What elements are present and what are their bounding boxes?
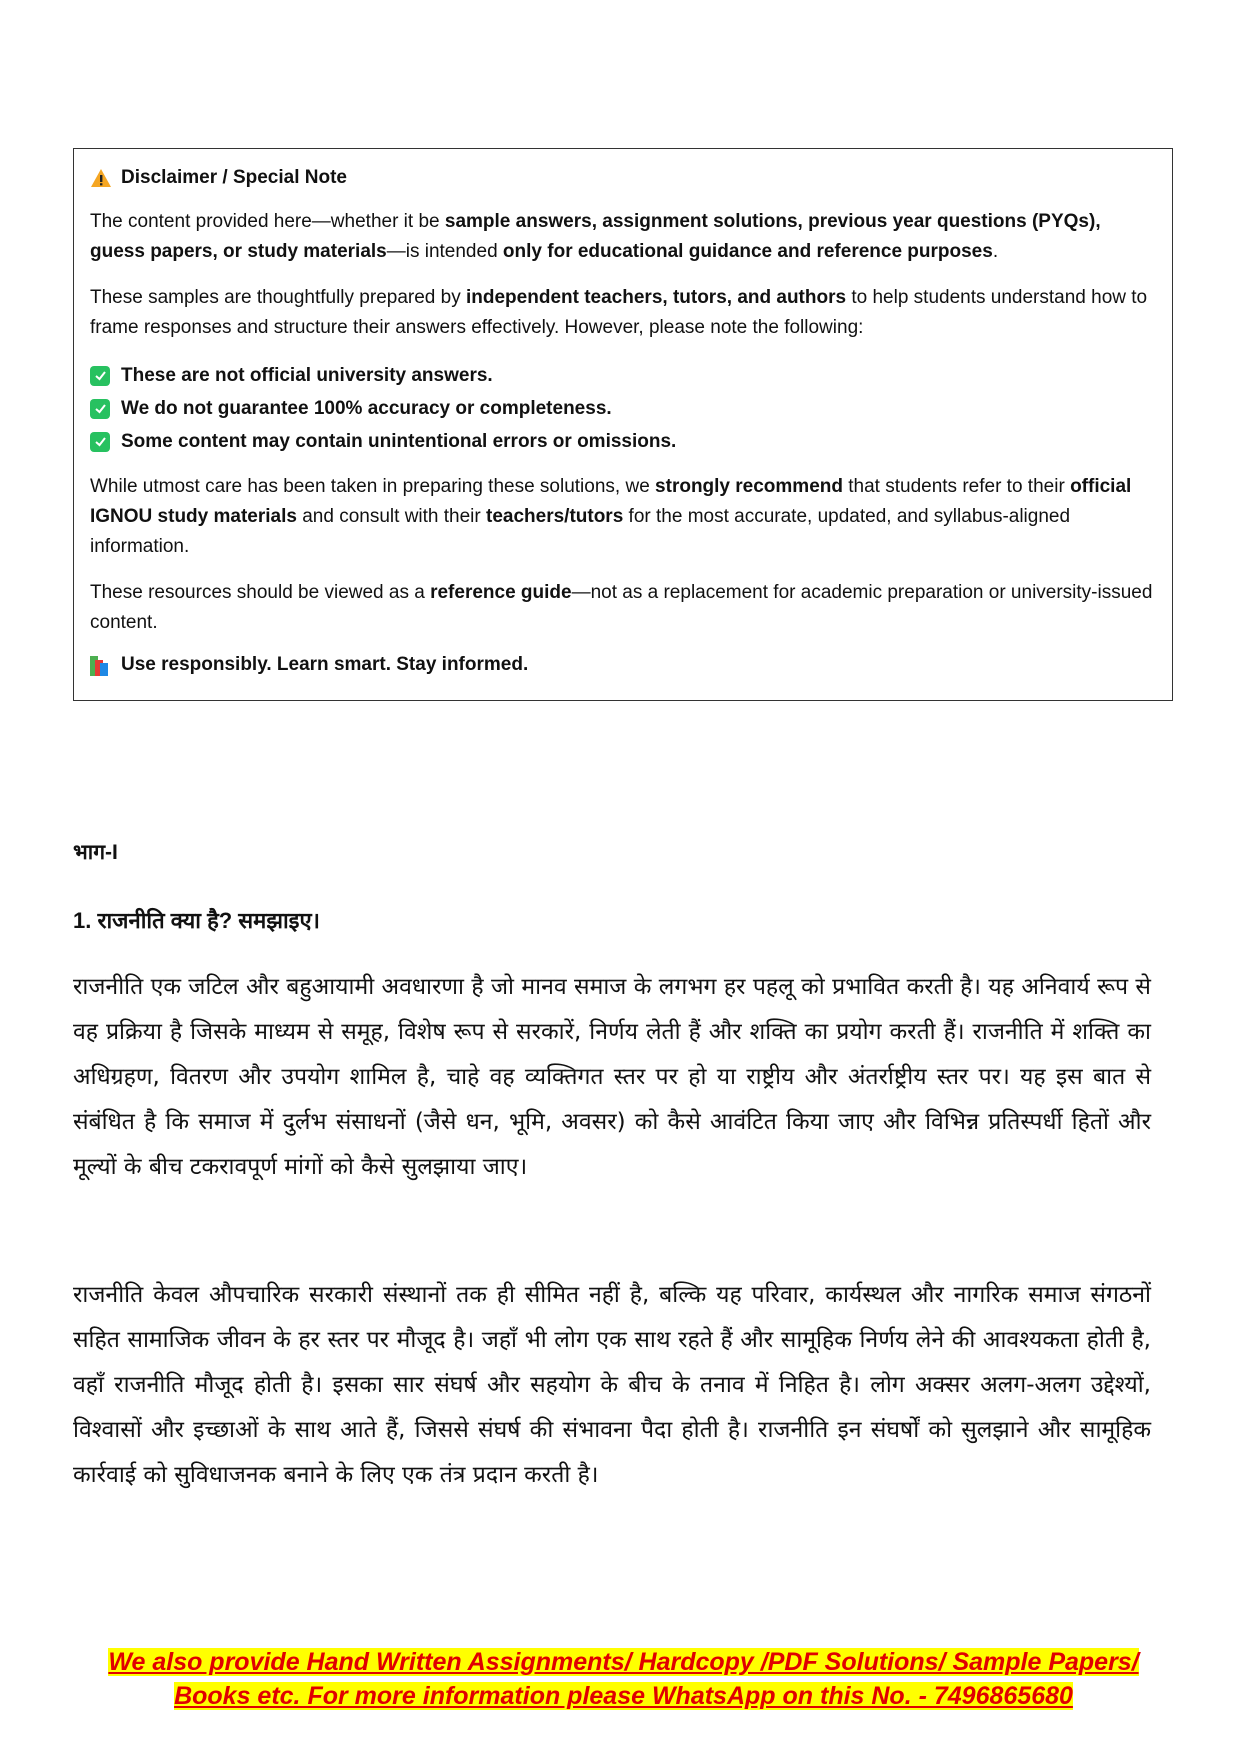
text-run: for the most accurate, updated, and syllabus-aligned information.	[90, 506, 1071, 557]
promo-line-1: We also provide Hand Written Assignments/ Hardcopy /PDF Solutions/ Sample Papers/	[108, 1648, 1139, 1676]
text-run: —is intended	[386, 241, 503, 262]
bold-text-run: only for educational guidance and reference purposes	[502, 241, 993, 262]
bold-text-run: sample answers, assignment solutions, previous year questions (PYQs), guess papers, or study materials	[90, 211, 1101, 262]
disclaimer-closing	[90, 654, 1156, 676]
text-run: to help students understand how to frame responses and structure their answers effectively. However, please note the following:	[90, 287, 1148, 338]
bold-text-run: independent teachers, tutors, and authors	[466, 287, 847, 308]
promo-banner	[96, 1645, 1151, 1713]
bold-text-run: teachers/tutors	[486, 506, 624, 527]
disclaimer-paragraph-2	[90, 283, 1156, 343]
checklist-item-text: Some content may contain unintentional errors or omissions.	[121, 430, 677, 452]
text-run: These samples are thoughtfully prepared by	[90, 287, 466, 308]
books-icon	[90, 654, 110, 676]
check-icon	[90, 399, 110, 419]
disclaimer-paragraph-4	[90, 578, 1156, 638]
bold-text-run: official IGNOU study materials	[90, 476, 1132, 527]
checklist-item	[90, 359, 1156, 392]
disclaimer-checklist	[90, 359, 1156, 458]
checklist-item	[90, 425, 1156, 458]
bold-text-run: strongly recommend	[655, 476, 843, 497]
disclaimer-paragraph-1	[90, 207, 1156, 267]
checklist-item-text: We do not guarantee 100% accuracy or completeness.	[121, 397, 612, 419]
disclaimer-paragraph-3	[90, 472, 1156, 562]
disclaimer-title	[90, 167, 1156, 189]
text-run: These resources should be viewed as a	[90, 582, 431, 603]
check-icon	[90, 432, 110, 452]
answer-paragraph-1: राजनीति एक जटिल और बहुआयामी अवधारणा है जो मानव समाज के लगभग हर पहलू को प्रभावित करती है। यह अनिवार्य रूप से वह प्रक्रिया है जिसके माध्यम से समूह, विशेष रूप से सरकारें, निर्णय लेती हैं और शक्ति का प्रयोग करती हैं। राजनीति में शक्ति का अधिग्रहण, वितरण और उपयोग शामिल है, चाहे वह व्यक्तिगत स्तर पर हो या राष्ट्रीय और अंतर्राष्ट्रीय स्तर पर। यह इस बात से संबंधित है कि समाज में दुर्लभ संसाधनों (जैसे धन, भूमि, अवसर) को कैसे आवंटित किया जाए और विभिन्न प्रतिस्पर्धी हितों और मूल्यों के बीच टकरावपूर्ण मांगों को कैसे सुलझाया जाए।	[73, 974, 1151, 1180]
closing-text: Use responsibly. Learn smart. Stay informed.	[121, 654, 529, 675]
text-run: While utmost care has been taken in preparing these solutions, we	[90, 476, 656, 497]
text-run: and consult with their	[296, 506, 486, 527]
warning-icon	[90, 168, 112, 188]
bold-text-run: reference guide	[430, 582, 572, 603]
text-run: —not as a replacement for academic preparation or university-issued content.	[90, 582, 1153, 633]
text-run: that students refer to their	[842, 476, 1071, 497]
promo-line-2: Books etc. For more information please WhatsApp on this No. - 7496865680	[174, 1682, 1073, 1710]
question-heading: 1. राजनीति क्या है? समझाइए।	[73, 908, 320, 933]
section-label: भाग-I	[73, 841, 118, 864]
disclaimer-box	[73, 148, 1173, 701]
text-run: The content provided here—whether it be	[90, 211, 445, 232]
checklist-item	[90, 392, 1156, 425]
checklist-item-text: These are not official university answers.	[121, 364, 493, 386]
check-icon	[90, 366, 110, 386]
disclaimer-title-text: Disclaimer / Special Note	[121, 167, 347, 188]
answer-paragraph-2: राजनीति केवल औपचारिक सरकारी संस्थानों तक ही सीमित नहीं है, बल्कि यह परिवार, कार्यस्थल और नागरिक समाज संगठनों सहित सामाजिक जीवन के हर स्तर पर मौजूद है। जहाँ भी लोग एक साथ रहते हैं और सामूहिक निर्णय लेने की आवश्यकता होती है, वहाँ राजनीति मौजूद होती है। इसका सार संघर्ष और सहयोग के बीच के तनाव में निहित है। लोग अक्सर अलग-अलग उद्देश्यों, विश्वासों और इच्छाओं के साथ आते हैं, जिससे संघर्ष की संभावना पैदा होती है। राजनीति इन संघर्षों को सुलझाने और सामूहिक कार्रवाई को सुविधाजनक बनाने के लिए एक तंत्र प्रदान करती है।	[73, 1282, 1151, 1488]
text-run: .	[992, 241, 999, 262]
